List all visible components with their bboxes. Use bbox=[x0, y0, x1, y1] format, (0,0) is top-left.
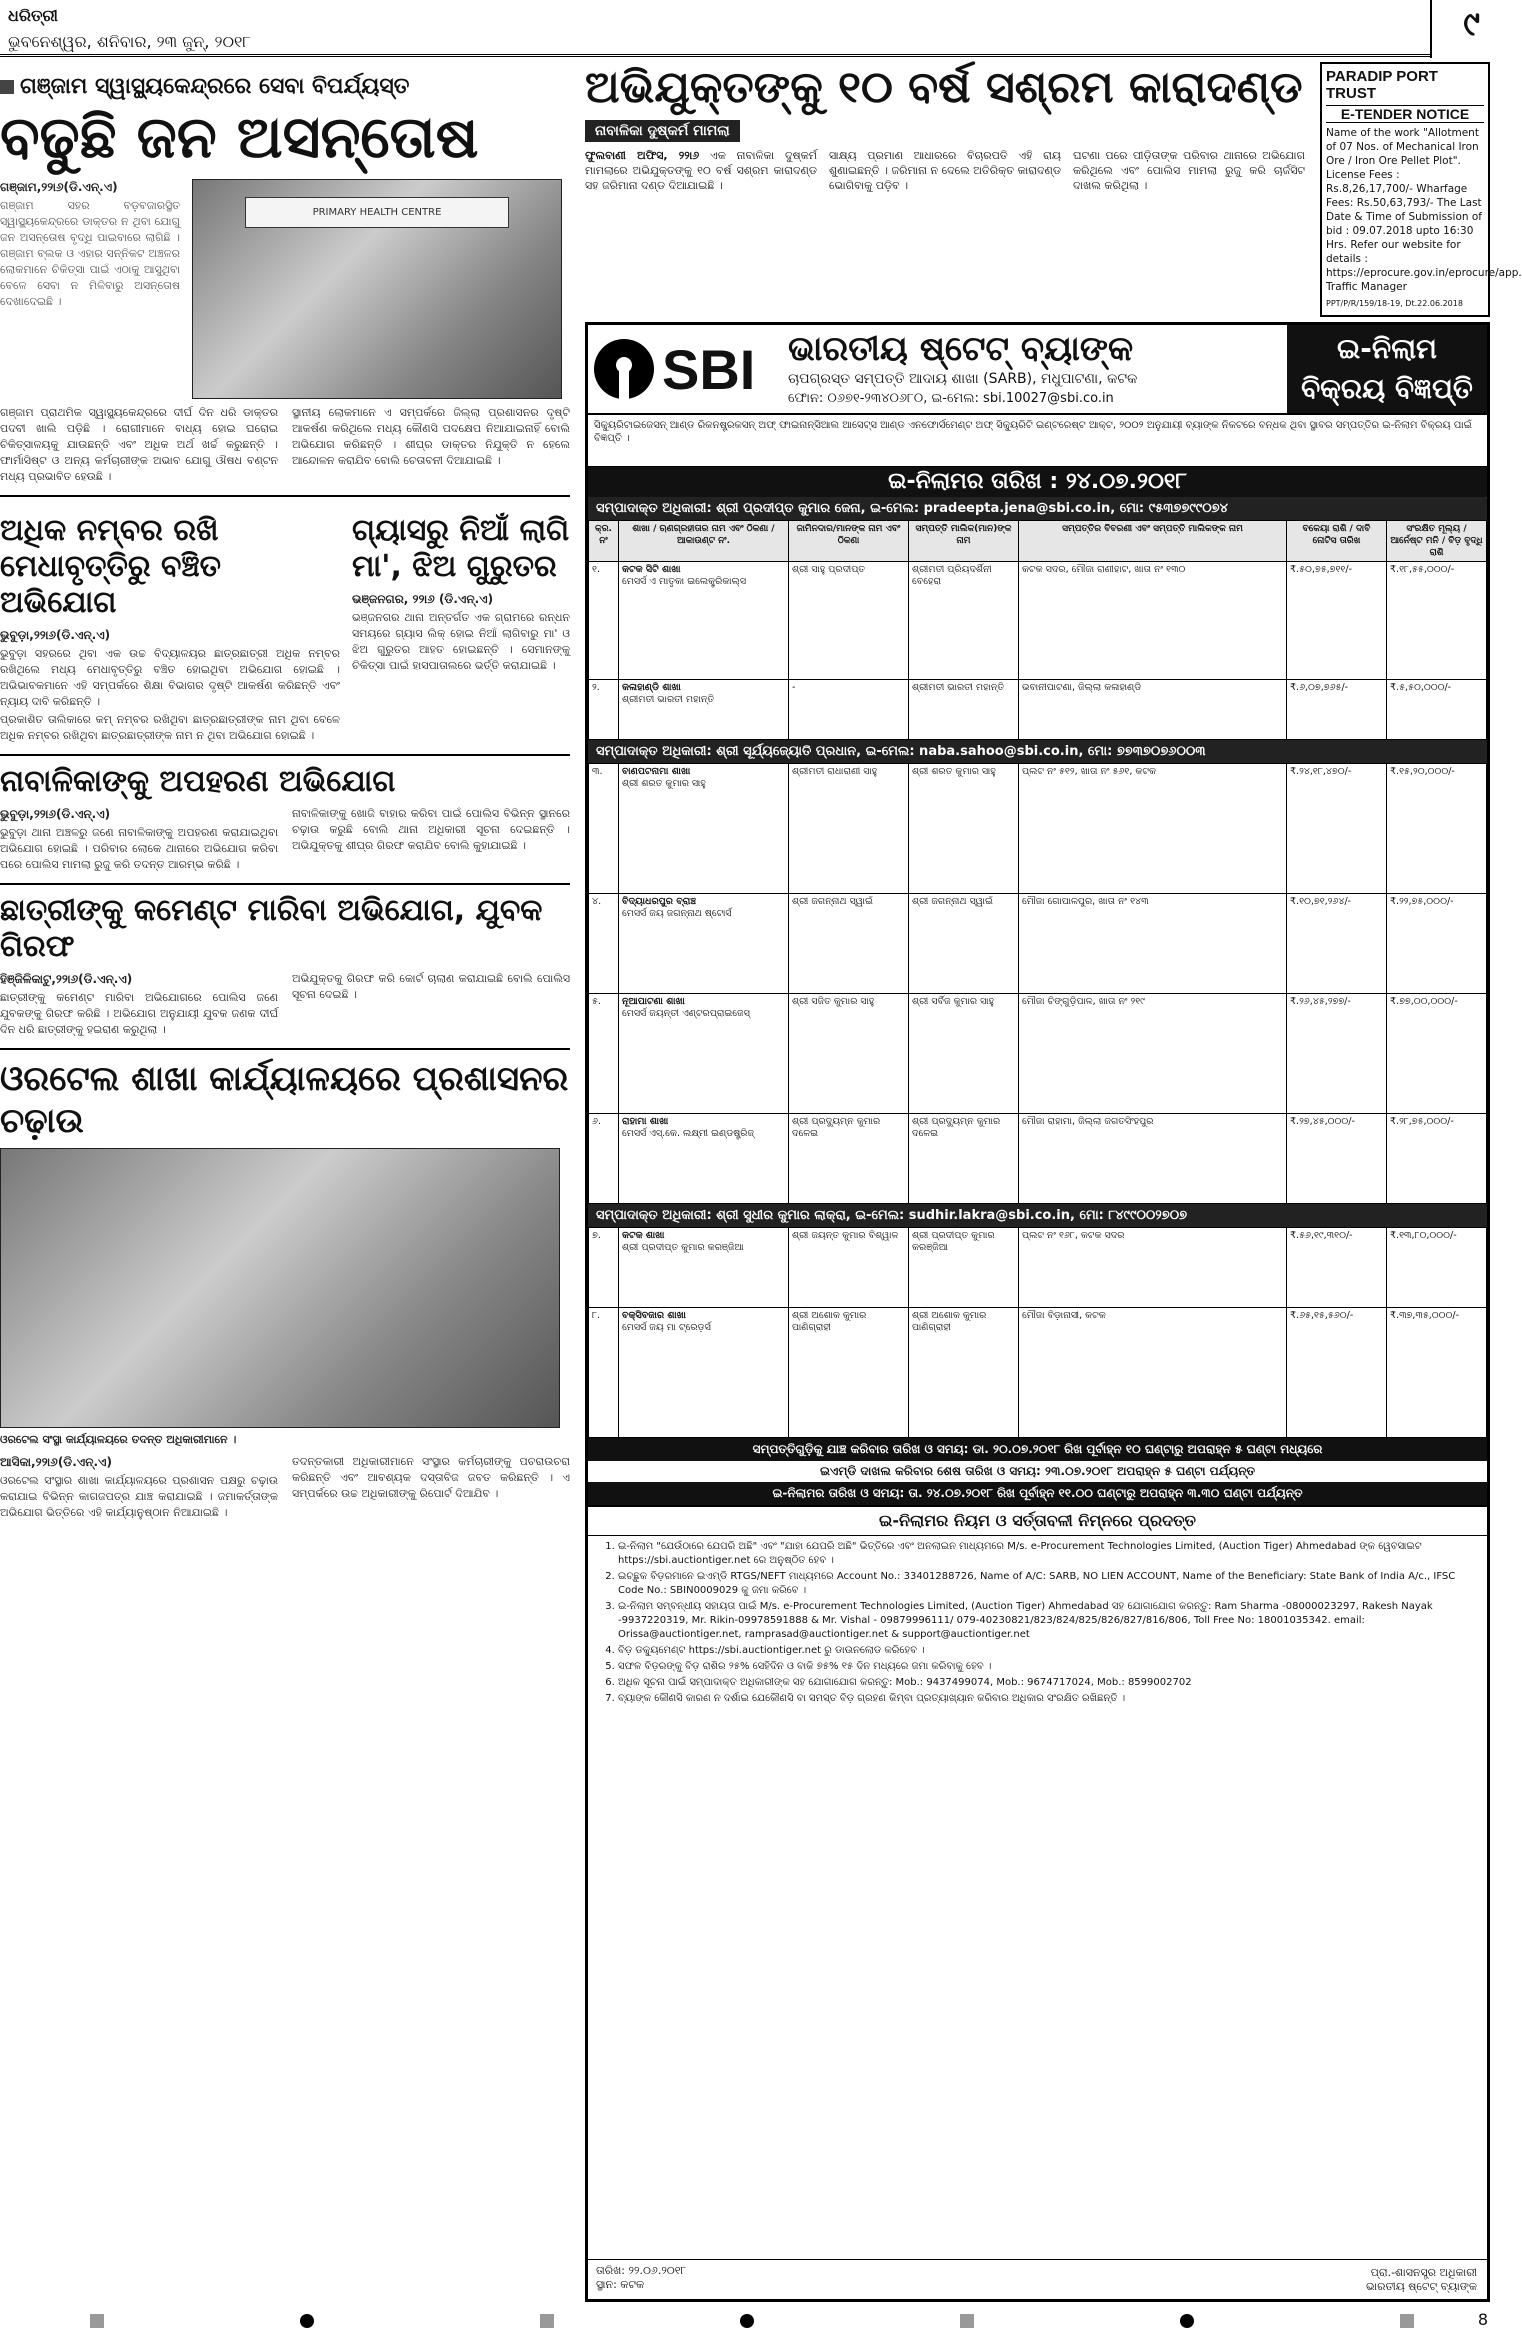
cell-branch bbox=[619, 994, 789, 1114]
cell-no: ୪. bbox=[589, 894, 619, 994]
cell-owner: ଶ୍ରୀ ଜଗନ୍ନାଥ ସ୍ୱାଇଁ bbox=[909, 894, 1019, 994]
row-branch: ରାହାମା ଶାଖା bbox=[622, 1116, 669, 1127]
cell-guarantor: ଶ୍ରୀ ଜୟନ୍ତ କୁମାର ବିଶ୍ୱାଳ bbox=[789, 1228, 909, 1308]
row-borrower: ମେସର୍ସ ଜୟନ୍ତୀ ଏଣ୍ଟରପ୍ରାଇଜେସ୍ bbox=[622, 1008, 750, 1019]
cell-owner: ଶ୍ରୀ ସର୍ବିଜ କୁମାର ସାହୁ bbox=[909, 994, 1019, 1114]
cell-reserve: ₹.୨୮,୭୫,୦୦୦/- bbox=[1387, 1114, 1487, 1204]
th-no: କ୍ର. ନଂ bbox=[589, 521, 619, 562]
cell-guarantor: ଶ୍ରୀମତୀ ରାଧାରାଣୀ ସାହୁ bbox=[789, 764, 909, 894]
lead-headline: ବଢୁଛି ଜନ ଅସନ୍ତୋଷ bbox=[0, 103, 479, 171]
cell-branch bbox=[619, 680, 789, 740]
cell-owner: ଶ୍ରୀ ଶରତ କୁମାର ସାହୁ bbox=[909, 764, 1019, 894]
divider bbox=[0, 883, 570, 885]
cell-dues: ₹.୫୦,୭୫,୭୧୧/- bbox=[1287, 562, 1387, 680]
story3-dateline: ଭଞ୍ଜନଗର, ୨୨ା୬ (ଡି.ଏନ୍.ଏ) bbox=[352, 592, 494, 606]
right-column bbox=[585, 62, 1522, 2302]
registration-mark-icon bbox=[300, 2314, 314, 2328]
lead-story-columns: ଗଞ୍ଜାମ ପ୍ରାଥମିକ ସ୍ୱାସ୍ଥ୍ୟକେନ୍ଦ୍ରରେ ଦୀର୍ଘ ଦିନ ଧରି ଡାକ୍ତର ପଦବୀ ଖାଲି ପଡ଼ିଛି । ରୋଗୀମାନେ ବାଧ୍ୟ ହୋଇ ଘରୋଇ ଚିକିତ୍ସାଳୟକୁ ଯାଉଛନ୍ତି ଏବଂ ଅଧିକ ଅର୍ଥ ଖର୍ଚ୍ଚ କରୁଛନ୍ତି । ଫାର୍ମାସିଷ୍ଟ ଓ ଅନ୍ୟ କର୍ମଚାରୀଙ୍କ ଅଭାବ ଯୋଗୁ ଔଷଧ ବଣ୍ଟନ ମଧ୍ୟ ପ୍ରଭାବିତ ହେଉଛି । ସ୍ଥାନୀୟ ଲୋକମାନେ ଏ ସମ୍ପର୍କରେ ଜିଲ୍ଲା ପ୍ରଶାସନର ଦୃଷ୍ଟି ଆକର୍ଷଣ କରିଥିଲେ ମଧ୍ୟ କୌଣସି ପଦକ୍ଷେପ ନିଆଯାଇନାହିଁ ବୋଲି ଅଭିଯୋଗ କରିଛନ୍ତି । ଶୀଘ୍ର ଡାକ୍ତର ନିଯୁକ୍ତି ନ ହେଲେ ଆନ୍ଦୋଳନ କରାଯିବ ବୋଲି ଚେତାବନୀ ଦିଆଯାଇଛି । bbox=[0, 406, 570, 483]
th-dues: ବକେୟା ରାଶି / ଦାବି ନୋଟିସ ତାରିଖ bbox=[1287, 521, 1387, 562]
terms-title: ଇ-ନିଲାମର ନିୟମ ଓ ସର୍ତ୍ତାବଳୀ ନିମ୍ନରେ ପ୍ରଦତ୍ତ bbox=[588, 1505, 1487, 1536]
top-headline: ଅଭିଯୁକ୍ତଙ୍କୁ ୧୦ ବର୍ଷ ସଶ୍ରମ କାରାଦଣ୍ଡ bbox=[585, 62, 1303, 113]
sbi-bank-name: ଭାରତୀୟ ଷ୍ଟେଟ୍ ବ୍ୟାଙ୍କ bbox=[788, 329, 1134, 369]
color-swatch bbox=[1400, 2314, 1414, 2328]
cell-branch bbox=[619, 894, 789, 994]
registration-mark-icon bbox=[1180, 2314, 1194, 2328]
cell-property: ମୌଜା ଚିଙ୍ଗୁଡ଼ିପାଳ, ଖାତା ନଂ ୨୧୯ bbox=[1019, 994, 1287, 1114]
story3-headline: ଗ୍ୟାସରୁ ନିଆଁ ଲାଗି ମା', ଝିଅ ଗୁରୁତର bbox=[352, 513, 570, 584]
table-header-row bbox=[589, 521, 1487, 562]
emd-date: ଇଏମ୍‌ଡି ଦାଖଲ କରିବାର ଶେଷ ତାରିଖ ଓ ସମୟ: ୨୩.୦୭.୨୦୧୮ ଅପରାହ୍ନ ୫ ଘଣ୍ଟା ପର୍ଯ୍ୟନ୍ତ bbox=[819, 1464, 1256, 1478]
row-branch: କଟକ ଶାଖା bbox=[622, 1230, 665, 1241]
officer-bar-1: ସମ୍ପାଦାକ୍ତ ଅଧିକାରୀ: ଶ୍ରୀ ପ୍ରଦୀପ୍ତ କୁମାର ଜେନା, ଇ-ମେଲ: pradeepta.jena@sbi.co.in, ମୋ: ୯୫୩୭୭୯୯୦୭୪ bbox=[588, 497, 1487, 520]
terms-item: 6. ଅଧିକ ସୂଚନା ପାଇଁ ସମ୍ପାଦାକ୍ତ ଅଧିକାରୀଙ୍କ ସହ ଯୋଗାଯୋଗ କରନ୍ତୁ: Mob.: 9437499074, Mob.: 9674717024, Mob.: 8599002702 bbox=[618, 1676, 1479, 1690]
table-row bbox=[589, 680, 1487, 740]
masthead bbox=[0, 0, 1500, 58]
cell-guarantor: ଶ୍ରୀ ସଜିତ କୁମାର ସାହୁ bbox=[789, 994, 909, 1114]
cell-reserve: ₹.୩୭,୩୫,୦୦୦/- bbox=[1387, 1308, 1487, 1438]
row-borrower: ମେସର୍ସ ଜୟ ଜଗନ୍ନାଥ ଷ୍ଟୋର୍ସ bbox=[622, 908, 732, 919]
cell-dues: ₹.୨୭,୪୫,୦୦୦/- bbox=[1287, 1114, 1387, 1204]
table-row bbox=[589, 1228, 1487, 1308]
left-column bbox=[0, 62, 570, 2302]
lead-story bbox=[0, 179, 570, 399]
cell-guarantor: - bbox=[789, 680, 909, 740]
th-reserve: ସଂରକ୍ଷିତ ମୂଲ୍ୟ / ଆର୍ନେଷ୍ଟ ମନି / ବିଡ଼ ବୃଦ୍ଧି ରାଶି bbox=[1387, 521, 1487, 562]
cell-owner: ଶ୍ରୀ ପ୍ରଦ୍ୟୁମ୍ନ କୁମାର ଦଳେଇ bbox=[909, 1114, 1019, 1204]
tender-title: E-TENDER NOTICE bbox=[1326, 106, 1484, 123]
divider bbox=[0, 754, 570, 756]
top-dateline: ଫୁଲବାଣୀ ଅଫିସ, ୨୨ା୬ bbox=[585, 149, 700, 162]
cell-reserve: ₹.୫,୫୦,୦୦୦/- bbox=[1387, 680, 1487, 740]
property-table bbox=[588, 520, 1487, 740]
officer-bar-2: ସମ୍ପାଦାକ୍ତ ଅଧିକାରୀ: ଶ୍ରୀ ସୂର୍ଯ୍ୟଜ୍ୟୋତି ପ୍ରଧାନ, ଇ-ମେଲ: naba.sahoo@sbi.co.in, ମୋ: ୭୭୩୭୦୭୬୦୦୩ bbox=[588, 740, 1487, 763]
cell-dues: ₹.୨୬,୪୫,୨୭୭/- bbox=[1287, 994, 1387, 1114]
cell-dues: ₹.୨୪,୧୮,୪୭୦/- bbox=[1287, 764, 1387, 894]
sbi-signature bbox=[588, 2259, 1487, 2299]
story2-dateline: ଭୁବୁଡ଼ା,୨୨ା୬(ଡି.ଏନ୍.ଏ) bbox=[0, 628, 111, 642]
row-borrower: ଶ୍ରୀ ପ୍ରଦୀପ୍ତ କୁମାର କରଞ୍ଜିଆ bbox=[622, 1242, 744, 1253]
cell-no: ୧. bbox=[589, 562, 619, 680]
story-2: ଅଧିକ ନମ୍ବର ରଖି ମେଧାବୃତ୍ତିରୁ ବଞ୍ଚିତ ଅଭିଯୋଗ ଭୁବୁଡ଼ା,୨୨ା୬(ଡି.ଏନ୍.ଏ) ଭୁବୁଡ଼ା ସହରରେ ଥିବା ଏକ ଉଚ୍ଚ ବିଦ୍ୟାଳୟର ଛାତ୍ରଛାତ୍ରୀ ଅଧିକ ନମ୍ବର ରଖିଥିଲେ ମଧ୍ୟ ମେଧାବୃତ୍ତିରୁ ବଞ୍ଚିତ ହୋଇଥିବା ଅଭିଯୋଗ ହୋଇଛି । ଅଭିଭାବକମାନେ ଏହି ସମ୍ପର୍କରେ ଶିକ୍ଷା ବିଭାଗର ଦୃଷ୍ଟି ଆକର୍ଷଣ କରିଛନ୍ତି ଏବଂ ନ୍ୟାୟ ଦାବି କରିଛନ୍ତି । ପ୍ରକାଶିତ ତାଲିକାରେ କମ୍ ନମ୍ବର ରଖିଥିବା ଛାତ୍ରଛାତ୍ରୀଙ୍କ ନାମ ଥିବା ବେଳେ ଅଧିକ ନମ୍ବର ରଖିଥିବା ଛାତ୍ରଛାତ୍ରୀଙ୍କ ନାମ ନ ଥିବା ଅଭିଯୋଗ ହୋଇଛି । bbox=[0, 513, 340, 742]
cell-no: ୨. bbox=[589, 680, 619, 740]
page-number-box bbox=[1430, 0, 1490, 58]
top-tag: ନାବାଳିକା ଦୁଷ୍କର୍ମ ମାମଲା bbox=[585, 120, 740, 142]
cell-owner: ଶ୍ରୀମତୀ ଭାରତୀ ମହାନ୍ତି bbox=[909, 680, 1019, 740]
date-line: ଭୁବନେଶ୍ୱର, ଶନିବାର, ୨୩ ଜୁନ୍, ୨୦୧୮ bbox=[8, 32, 251, 51]
th-owner: ସମ୍ପତ୍ତି ମାଲିକ(ମାନ)ଙ୍କ ନାମ bbox=[909, 521, 1019, 562]
terms bbox=[588, 1536, 1487, 1712]
table-row bbox=[589, 894, 1487, 994]
row-branch: ନୂଆପାଟଣା ଶାଖା bbox=[622, 996, 685, 1007]
cell-owner: ଶ୍ରୀ ପ୍ରଦୀପ୍ତ କୁମାର କରଞ୍ଜିଆ bbox=[909, 1228, 1019, 1308]
cell-dues: ₹.୫୬,୧୯,୩୧୦/- bbox=[1287, 1228, 1387, 1308]
table-row bbox=[589, 562, 1487, 680]
sign-authority bbox=[1366, 2266, 1477, 2294]
tender-org: PARADIP PORT TRUST bbox=[1326, 68, 1484, 106]
cell-no: ୩. bbox=[589, 764, 619, 894]
terms-item: 2. ଇଚ୍ଛୁକ ବିଡ଼ରମାନେ ଇଏମ୍‌ଡି RTGS/NEFT ମାଧ୍ୟମରେ Account No.: 33401288726, Name of A/C: SARB, NO LIEN ACCOUNT, Name of the Beneficiary: State Bank of India A/c., IFSC Code No.: SBIN0009029 କୁ ଜମା କରିବେ । bbox=[618, 1570, 1479, 1598]
top-news-columns: ଫୁଲବାଣୀ ଅଫିସ, ୨୨ା୬ ଏକ ନାବାଳିକା ଦୁଷ୍କର୍ମ ମାମଲାରେ ଅଭିଯୁକ୍ତଙ୍କୁ ୧୦ ବର୍ଷ ସଶ୍ରମ କାରାଦଣ୍ଡ ସହ ଜରିମାନା ଦଣ୍ଡ ଦିଆଯାଇଛି । ସାକ୍ଷ୍ୟ ପ୍ରମାଣ ଆଧାରରେ ବିଚାରପତି ଏହି ରାୟ ଶୁଣାଇଛନ୍ତି । ଜରିମାନା ନ ଦେଲେ ଅତିରିକ୍ତ କାରାଦଣ୍ଡ ଭୋଗିବାକୁ ପଡ଼ିବ । ଘଟଣା ପରେ ପୀଡ଼ିତାଙ୍କ ପରିବାର ଥାନାରେ ଅଭିଯୋଗ କରିଥିଲେ ଏବଂ ପୋଲିସ ମାମଲା ରୁଜୁ କରି ଚାର୍ଜସିଟ ଦାଖଲ କରିଥିଲା । bbox=[585, 149, 1305, 192]
cell-property: ମୌଜା ରାହାମା, ଜିଲ୍ଲା ଜଗତସିଂହପୁର bbox=[1019, 1114, 1287, 1204]
sign-authority-title: ପ୍ରା.-ଶାସନସ୍ତ୍ର ଅଧିକାରୀ bbox=[1370, 2266, 1477, 2279]
print-page-label: 8 bbox=[1477, 2310, 1488, 2329]
cell-no: ୬. bbox=[589, 1114, 619, 1204]
story4-headline: ନାବାଳିକାଙ୍କୁ ଅପହରଣ ଅଭିଯୋଗ bbox=[0, 764, 396, 799]
paper-name: ଧରିତ୍ରୀ bbox=[8, 6, 58, 25]
cell-reserve: ₹.୧୩,୮୦,୦୦୦/- bbox=[1387, 1228, 1487, 1308]
tender-notice bbox=[1320, 62, 1522, 317]
story-5: ହିଞ୍ଜିଳିକାଟୁ,୨୨ା୬(ଡି.ଏନ୍.ଏ) ଛାତ୍ରୀଙ୍କୁ କମେଣ୍ଟ ମାରିବା ଅଭିଯୋଗରେ ପୋଲିସ ଜଣେ ଯୁବକଙ୍କୁ ଗିରଫ କରିଛି । ଅଭିଯୋଗ ଅନୁଯାୟୀ ଯୁବକ ଜଣକ ଦୀର୍ଘ ଦିନ ଧରି ଛାତ୍ରୀଙ୍କୁ ହଇରାଣ କରୁଥିଲା । ଅଭିଯୁକ୍ତକୁ ଗିରଫ କରି କୋର୍ଟ ଚାଲାଣ କରାଯାଇଛି ବୋଲି ପୋଲିସ ସୂଚନା ଦେଇଛି । bbox=[0, 972, 570, 1036]
badge-line-1: ଇ-ନିଲାମ bbox=[1336, 332, 1438, 365]
divider bbox=[0, 495, 570, 497]
table-row bbox=[589, 1114, 1487, 1204]
sbi-intro: ସିକ୍ୟୁରିଟାଇଜେସନ୍ ଆଣ୍ଡ ରିକନଷ୍ଟ୍ରକସନ୍ ଅଫ୍ ଫାଇନାନ୍ସିଆଲ ଆସେଟ୍ସ ଆଣ୍ଡ ଏନଫୋର୍ସମେଣ୍ଟ ଅଫ୍ ସିକ୍ୟୁରିଟି ଇଣ୍ଟରେଷ୍ଟ ଆକ୍ଟ, ୨୦୦୨ ଅନୁଯାୟୀ ବ୍ୟାଙ୍କ ନିକଟରେ ବନ୍ଧକ ଥିବା ସ୍ଥାବର ସମ୍ପତ୍ତିର ଇ-ନିଲାମ ବିକ୍ରୟ ପାଇଁ ବିଜ୍ଞପ୍ତି । bbox=[588, 415, 1487, 467]
auction-date: ଇ-ନିଲାମର ତାରିଖ : ୨୪.୦୭.୨୦୧୮ bbox=[588, 467, 1487, 497]
story-3: ଗ୍ୟାସରୁ ନିଆଁ ଲାଗି ମା', ଝିଅ ଗୁରୁତର ଭଞ୍ଜନଗର, ୨୨ା୬ (ଡି.ଏନ୍.ଏ) ଭଞ୍ଜନଗର ଥାନା ଅନ୍ତର୍ଗତ ଏକ ଗ୍ରାମରେ ରନ୍ଧନ ସମୟରେ ଗ୍ୟାସ ଲିକ୍ ହୋଇ ନିଆଁ ଲାଗିବାରୁ ମା' ଓ ଝିଅ ଗୁରୁତର ଆହତ ହୋଇଛନ୍ତି । ସେମାନଙ୍କୁ ଚିକିତ୍ସା ପାଇଁ ହାସପାତାଲରେ ଭର୍ତ୍ତି କରାଯାଇଛି । bbox=[352, 513, 570, 672]
lead-dateline: ଗଞ୍ଜାମ,୨୨ା୬(ଡି.ଏନ୍.ଏ) bbox=[0, 180, 118, 194]
cell-property: ଭବାନୀପାଟଣା, ଜିଲ୍ଲା କଳାହାଣ୍ଡି bbox=[1019, 680, 1287, 740]
lead-photo bbox=[192, 179, 562, 399]
story5-dateline: ହିଞ୍ଜିଳିକାଟୁ,୨୨ା୬(ଡି.ଏନ୍.ଏ) bbox=[0, 972, 133, 986]
terms-item: 5. ସଫଳ ବିଡ଼ରଙ୍କୁ ବିଡ଼ ରାଶିର ୨୫% ସେହିଦିନ ଓ ବାକି ୭୫% ୧୫ ଦିନ ମଧ୍ୟରେ ଜମା କରିବାକୁ ହେବ । bbox=[618, 1660, 1479, 1674]
terms-item: 1. ଇ-ନିଲାମ "ଯେଉଁଠାରେ ଯେପରି ଅଛି" ଏବଂ "ଯାହା ଯେପରି ଅଛି" ଭିତ୍ତିରେ ଏବଂ ଅନଲାଇନ ମାଧ୍ୟମରେ M/s. e-Procurement Technologies Limited, (Auction Tiger) Ahmedabad ଙ୍କ ୱେବସାଇଟ https://sbi.auctiontiger.net ରେ ଅନୁଷ୍ଠିତ ହେବ । bbox=[618, 1540, 1479, 1568]
cell-branch bbox=[619, 764, 789, 894]
row-borrower: ଶ୍ରୀ ଶରତ କୁମାର ସାହୁ bbox=[622, 778, 706, 789]
cell-branch bbox=[619, 1228, 789, 1308]
cell-dues: ₹.୬୫,୧୫,୫୬୦/- bbox=[1287, 1308, 1387, 1438]
divider bbox=[0, 1048, 570, 1050]
property-table-3 bbox=[588, 1227, 1487, 1438]
row-branch: ବାଣପଟନାମା ଶାଖା bbox=[622, 766, 691, 777]
page-number: ୯ bbox=[1463, 4, 1480, 44]
color-swatch bbox=[960, 2314, 974, 2328]
tender-ref: PPT/P/R/159/18-19, Dt.22.06.2018 bbox=[1326, 299, 1463, 308]
cell-property: ପ୍ଲଟ ନଂ ୫୧୨, ଖାତା ନଂ ୫୬୧, କଟକ bbox=[1019, 764, 1287, 894]
sbi-logo-text: SBI bbox=[662, 337, 756, 401]
story5-headline: ଛାତ୍ରୀଙ୍କୁ କମେଣ୍ଟ ମାରିବା ଅଭିଯୋଗ, ଯୁବକ ଗିରଫ bbox=[0, 893, 543, 964]
cell-branch bbox=[619, 562, 789, 680]
registration-mark-icon bbox=[740, 2314, 754, 2328]
cell-property: ମୌଜା ବିଡ଼ାନାସୀ, କଟକ bbox=[1019, 1308, 1287, 1438]
print-strip bbox=[0, 2308, 1500, 2335]
color-swatch bbox=[540, 2314, 554, 2328]
story4-dateline: ଭୁବୁଡ଼ା,୨୨ା୬(ଡି.ଏନ୍.ଏ) bbox=[0, 807, 111, 821]
badge-line-2: ବିକ୍ରୟ ବିଜ୍ଞପ୍ତି bbox=[1301, 372, 1473, 405]
cell-owner: ଶ୍ରୀ ଅଶୋକ କୁମାର ପାଣିଗ୍ରାହୀ bbox=[909, 1308, 1019, 1438]
row-branch: ବିଦ୍ୟାଧରପୁର ବ୍ରାଞ୍ଚ bbox=[622, 896, 697, 907]
masthead-rule bbox=[0, 54, 1430, 57]
cell-reserve: ₹.୧୫,୨୦,୦୦୦/- bbox=[1387, 764, 1487, 894]
story-row-2 bbox=[0, 505, 570, 746]
story6-caption: ଓରଟେଲ ସଂସ୍ଥା କାର୍ଯ୍ୟାଳୟରେ ତଦନ୍ତ ଅଧିକାରୀମାନେ । bbox=[0, 1433, 237, 1446]
cell-guarantor: ଶ୍ରୀ ଅଶୋକ କୁମାର ପାଣିଗ୍ରାହୀ bbox=[789, 1308, 909, 1438]
story-4: ଭୁବୁଡ଼ା,୨୨ା୬(ଡି.ଏନ୍.ଏ) ଭୁବୁଡ଼ା ଥାନା ଅଞ୍ଚଳରୁ ଜଣେ ନାବାଳିକାଙ୍କୁ ଅପହରଣ କରାଯାଇଥିବା ଅଭିଯୋଗ ହୋଇଛି । ପରିବାର ଲୋକେ ଥାନାରେ ଅଭିଯୋଗ କରିବା ପରେ ପୋଲିସ ମାମଲା ରୁଜୁ କରି ତଦନ୍ତ ଆରମ୍ଭ କରିଛି । ନାବାଳିକାଙ୍କୁ ଖୋଜି ବାହାର କରିବା ପାଇଁ ପୋଲିସ ବିଭିନ୍ନ ସ୍ଥାନରେ ଚଢ଼ାଉ କରୁଛି ବୋଲି ଥାନା ଅଧିକାରୀ ସୂଚନା ଦେଇଛନ୍ତି । ଅଭିଯୁକ୍ତକୁ ଶୀଘ୍ର ଗିରଫ କରାଯିବ ବୋଲି କୁହାଯାଇଛି । bbox=[0, 807, 570, 871]
sign-place: ସ୍ଥାନ: କଟକ bbox=[596, 2278, 645, 2291]
sbi-contact: ଫୋନ: ୦୬୭୧-୨୩୪୦୬୮୦, ଇ-ମେଲ: sbi.10027@sbi.co.in bbox=[788, 391, 1114, 406]
sbi-auction-notice bbox=[585, 322, 1490, 2302]
cell-reserve: ₹.୭୭,୦୦,୦୦୦/- bbox=[1387, 994, 1487, 1114]
cell-guarantor: ଶ୍ରୀ ପ୍ରଦ୍ୟୁମ୍ନ କୁମାର ଦଳେଇ bbox=[789, 1114, 909, 1204]
kicker-square-icon bbox=[0, 80, 14, 94]
row-branch: ବକ୍ସିବଜାର ଶାଖା bbox=[622, 1310, 686, 1321]
cell-reserve: ₹.୨୨,୭୫,୦୦୦/- bbox=[1387, 894, 1487, 994]
th-branch: ଶାଖା / ଋଣଗ୍ରହୀତାର ନାମ ଏବଂ ଠିକଣା / ଆକାଉଣ୍ଟ ନଂ. bbox=[619, 521, 789, 562]
table-row bbox=[589, 994, 1487, 1114]
auction-time-band: ଇ-ନିଲାମର ତାରିଖ ଓ ସମୟ: ତା. ୨୪.୦୭.୨୦୧୮ ରିଖ ପୂର୍ବାହ୍ନ ୧୧.୦୦ ଘଣ୍ଟାରୁ ଅପରାହ୍ନ ୩.୩୦ ଘଣ୍ଟା ପର୍ଯ୍ୟନ୍ତ bbox=[588, 1482, 1487, 1505]
th-guarantor: ଜାମିନଦାର/ମାନଙ୍କ ନାମ ଏବଂ ଠିକଣା bbox=[789, 521, 909, 562]
story6-photo bbox=[0, 1148, 560, 1428]
inspection-band: ସମ୍ପତ୍ତିଗୁଡ଼ିକୁ ଯାଞ୍ଚ କରିବାର ତାରିଖ ଓ ସମୟ: ଡା. ୨୦.୦୭.୨୦୧୮ ରିଖ ପୂର୍ବାହ୍ନ ୧୦ ଘଣ୍ଟାରୁ ଅପରାହ୍ନ ୫ ଘଣ୍ଟା ମଧ୍ୟରେ bbox=[588, 1438, 1487, 1461]
table-row bbox=[589, 764, 1487, 894]
story6-headline: ଓରଟେଲ ଶାଖା କାର୍ଯ୍ୟାଳୟରେ ପ୍ରଶାସନର ଚଢ଼ାଉ bbox=[0, 1059, 569, 1141]
row-branch: କଟକ ସିଟି ଶାଖା bbox=[622, 564, 681, 575]
story6-dateline: ଆସିକା,୨୨ା୬(ଡି.ଏନ୍.ଏ) bbox=[0, 1455, 112, 1469]
sbi-logo-icon bbox=[594, 339, 654, 399]
lead-story-text: ଗଞ୍ଜାମ,୨୨ା୬(ଡି.ଏନ୍.ଏ) ଗଞ୍ଜାମ ସହର ବଡ଼ବଜାରସ୍ଥିତ ସ୍ୱାସ୍ଥ୍ୟକେନ୍ଦ୍ରରେ ଡାକ୍ତର ନ ଥିବା ଯୋଗୁ ଜନ ଅସନ୍ତୋଷ ବୃଦ୍ଧି ପାଇବାରେ ଲାଗିଛି । ଗଞ୍ଜାମ ବ୍ଲକ ଓ ଏହାର ସନ୍ନିକଟ ଅଞ୍ଚଳର ଲୋକମାନେ ଚିକିତ୍ସା ପାଇଁ ଏଠାକୁ ଆସୁଥିବା ବେଳେ ସେବା ନ ମିଳିବାରୁ ଅସନ୍ତୋଷ ଦେଖାଦେଇଛି । bbox=[0, 180, 180, 308]
cell-reserve: ₹.୧୮,୫୫,୦୦୦/- bbox=[1387, 562, 1487, 680]
cell-no: ୮. bbox=[589, 1308, 619, 1438]
story2-headline: ଅଧିକ ନମ୍ବର ରଖି ମେଧାବୃତ୍ତିରୁ ବଞ୍ଚିତ ଅଭିଯୋଗ bbox=[0, 513, 221, 620]
story-6: ଆସିକା,୨୨ା୬(ଡି.ଏନ୍.ଏ) ଓରଟେଲ ସଂସ୍ଥାର ଶାଖା କାର୍ଯ୍ୟାଳୟରେ ପ୍ରଶାସନ ପକ୍ଷରୁ ଚଢ଼ାଉ କରାଯାଇ ବିଭିନ୍ନ କାଗଜପତ୍ର ଯାଞ୍ଚ କରାଯାଇଛି । ଜମାକର୍ତ୍ତାଙ୍କ ଅଭିଯୋଗ ଭିତ୍ତିରେ ଏହି କାର୍ଯ୍ୟାନୁଷ୍ଠାନ ନିଆଯାଇଛି । ତଦନ୍ତକାରୀ ଅଧିକାରୀମାନେ ସଂସ୍ଥାର କର୍ମଚାରୀଙ୍କୁ ପଚରାଉଚରା କରିଛନ୍ତି ଏବଂ ଆବଶ୍ୟକ ଦସ୍ତାବିଜ ଜବତ କରିଛନ୍ତି । ଏ ସମ୍ପର୍କରେ ଉଚ୍ଚ ଅଧିକାରୀଙ୍କୁ ରିପୋର୍ଟ ଦିଆଯିବ । bbox=[0, 1455, 570, 1519]
cell-branch bbox=[619, 1114, 789, 1204]
tender-body: Name of the work "Allotment of 07 Nos. of Mechanical Iron Ore / Iron Ore Pellet Plot". License Fees : Rs.8,26,17,700/- Wharfage Fees: Rs.50,63,793/- The Last Date & Time of Submission of bid : 09.07.2018 upto 16:30 Hrs. Refer our website for details : https://eprocure.gov.in/eprocure/app. Traffic Manager bbox=[1326, 127, 1522, 293]
cell-branch bbox=[619, 1308, 789, 1438]
lead-kicker bbox=[0, 74, 570, 99]
cell-owner: ଶ୍ରୀମତୀ ପ୍ରିୟଦର୍ଶିନୀ ବେହେରା bbox=[909, 562, 1019, 680]
terms-item: 7. ବ୍ୟାଙ୍କ କୌଣସି କାରଣ ନ ଦର୍ଶାଇ ଯେକୌଣସି ବା ସମସ୍ତ ବିଡ଼ ଗ୍ରହଣ କିମ୍ବା ପ୍ରତ୍ୟାଖ୍ୟାନ କରିବାର ଅଧିକାର ସଂରକ୍ଷିତ ରଖିଛନ୍ତି । bbox=[618, 1692, 1479, 1706]
cell-guarantor: ଶ୍ରୀ ସାହୁ ପ୍ରଦୀପ୍ତ bbox=[789, 562, 909, 680]
table-row bbox=[589, 1308, 1487, 1438]
sbi-header bbox=[588, 325, 1487, 415]
row-borrower: ମେସର୍ସ ଜୟ ମା ଟ୍ରେଡ଼ର୍ସ bbox=[622, 1322, 711, 1333]
sign-date: ତାରିଖ: ୨୨.୦୬.୨୦୧୮ bbox=[596, 2264, 687, 2277]
row-borrower: ମେସର୍ସ ଏ ମାତୃକା ଇଲେକ୍ଟ୍ରିକାଲ୍ସ bbox=[622, 576, 747, 587]
sbi-branch: ଚାପଗ୍ରସ୍ତ ସମ୍ପତ୍ତି ଆଦାୟ ଶାଖା (SARB), ମଧୁପାଟଣା, କଟକ bbox=[788, 371, 1138, 387]
cell-property: ପ୍ଲଟ ନଂ ୧୬୮, କଟକ ସଦର bbox=[1019, 1228, 1287, 1308]
cell-no: ୫. bbox=[589, 994, 619, 1114]
th-property: ସମ୍ପତ୍ତିର ବିବରଣୀ ଏବଂ ସମ୍ପତ୍ତି ମାଲିକଙ୍କ ନାମ bbox=[1019, 521, 1287, 562]
cell-dues: ₹.୧୦,୭୧,୨୬୪/- bbox=[1287, 894, 1387, 994]
row-borrower: ଶ୍ରୀମତୀ ଭାରତୀ ମହାନ୍ତି bbox=[622, 694, 715, 705]
cell-no: ୭. bbox=[589, 1228, 619, 1308]
officer-bar-3: ସମ୍ପାଦାକ୍ତ ଅଧିକାରୀ: ଶ୍ରୀ ସୁଧୀର କୁମାର ଲାକ୍ରା, ଇ-ମେଲ: sudhir.lakra@sbi.co.in, ମୋ: ୮୪୯୯୦୦୨୭୦୭ bbox=[588, 1204, 1487, 1227]
cell-dues: ₹.୬,୦୭,୭୬୫/- bbox=[1287, 680, 1387, 740]
sbi-logo bbox=[594, 331, 764, 407]
sbi-auction-badge bbox=[1287, 325, 1487, 413]
cell-property: ମୌଜା ଗୋପାଳପୁର, ଖାତା ନଂ ୧୪୩ bbox=[1019, 894, 1287, 994]
color-swatch bbox=[90, 2314, 104, 2328]
sign-authority-bank: ଭାରତୀୟ ଷ୍ଟେଟ୍ ବ୍ୟାଙ୍କ bbox=[1365, 2280, 1477, 2293]
cell-property: କଟକ ସଦର, ମୌଜା ରାଣୀହାଟ, ଖାତା ନଂ ୧୩୦ bbox=[1019, 562, 1287, 680]
row-branch: କଳାହାଣ୍ଡି ଶାଖା bbox=[622, 682, 681, 693]
terms-item: 3. ଇ-ନିଲାମ ସମ୍ବନ୍ଧୀୟ ସହାୟତା ପାଇଁ M/s. e-Procurement Technologies Limited, (Auction Tiger) Ahmedabad ସହ ଯୋଗାଯୋଗ କରନ୍ତୁ: Ram Sharma -08000023297, Rakesh Nayak -9937220319, Mr. Rikin-09978591888 & Mr. Vishal - 09879996111/ 079-40230821/823/824/825/826/827/816/806, Toll Free No: 18001035342. email: Orissa@auctiontiger.net, ramprasad@auctiontiger.net & support@auctiontiger.net bbox=[618, 1600, 1479, 1642]
photo-sign: PRIMARY HEALTH CENTRE bbox=[245, 197, 510, 228]
lead-kicker-text: ଗଞ୍ଜାମ ସ୍ୱାସ୍ଥ୍ୟକେନ୍ଦ୍ରରେ ସେବା ବିପର୍ଯ୍ୟସ୍ତ bbox=[20, 74, 410, 99]
row-borrower: ମେସର୍ସ ଏସ୍.କେ. ଲକ୍ଷ୍ମୀ ଇଣ୍ଡଷ୍ଟ୍ରିଜ୍ bbox=[622, 1128, 755, 1139]
terms-item: 4. ବିଡ଼ ଡକ୍ୟୁମେଣ୍ଟ https://sbi.auctiontiger.net ରୁ ଡାଉନଲୋଡ କରିହେବ । bbox=[618, 1644, 1479, 1658]
property-table-2 bbox=[588, 763, 1487, 1204]
cell-guarantor: ଶ୍ରୀ ଜଗନ୍ନାଥ ସ୍ୱାଇଁ bbox=[789, 894, 909, 994]
